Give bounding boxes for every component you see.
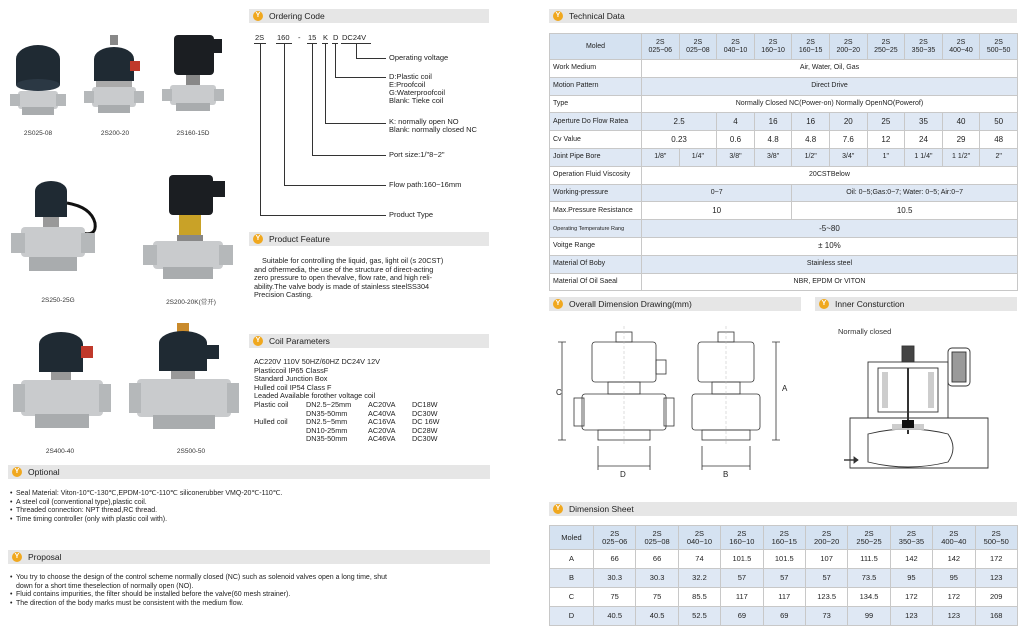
table-cell: 2.5 <box>642 113 717 131</box>
table-cell: 74 <box>678 550 720 569</box>
text-line: Leaded Available forother voltage coil <box>254 391 376 401</box>
table-cell: DN35-50mm <box>306 434 348 444</box>
table-cell: 20CSTBelow <box>642 166 1018 184</box>
row-label: Motion Pattern <box>550 77 642 95</box>
table-cell: DN10-25mm <box>306 425 348 435</box>
table-cell: Direct Drive <box>642 77 1018 95</box>
table-cell: 40.5 <box>594 607 636 626</box>
table-cell: 123 <box>975 569 1017 588</box>
table-cell: 1" <box>867 148 905 166</box>
table-cell: 117 <box>721 588 763 607</box>
product-label: 2S025-08 <box>23 130 53 137</box>
code-desc-coil <box>389 73 445 105</box>
table-cell: 85.5 <box>678 588 720 607</box>
table-cell: 29 <box>942 131 980 149</box>
row-label: Working-pressure <box>550 184 642 202</box>
row-label: A <box>550 550 594 569</box>
leader-line <box>325 123 386 124</box>
code-desc: Operating voltage <box>389 53 449 62</box>
product-feature-text <box>254 257 490 300</box>
table-cell: 57 <box>721 569 763 588</box>
product-label: 2S200-20 <box>100 130 130 137</box>
table-row <box>550 166 1018 184</box>
row-label: Max.Pressure Resistance <box>550 202 642 220</box>
table-cell: 1/4" <box>679 148 717 166</box>
code-part: DC24V <box>342 33 367 42</box>
section-title: Ordering Code <box>269 11 325 21</box>
table-cell: 1 1/2" <box>942 148 980 166</box>
table-cell: 99 <box>848 607 890 626</box>
row-label: Operation Fluid Viscosity <box>550 166 642 184</box>
model-header: 2S 160~10 <box>754 34 792 60</box>
table-cell: 168 <box>975 607 1017 626</box>
table-cell: AC20VA <box>368 425 396 435</box>
code-part: 15 <box>308 33 317 42</box>
table-cell: 3/8" <box>754 148 792 166</box>
table-cell: 4.8 <box>792 131 830 149</box>
table-cell: 7.6 <box>829 131 867 149</box>
table-cell: 1 1/4" <box>905 148 943 166</box>
text-line: Standard Junction Box <box>254 374 328 384</box>
valve-photo-2s025-08 <box>8 38 68 120</box>
table-cell: AC16VA <box>368 417 396 427</box>
table-row <box>550 60 1018 78</box>
table-cell: DC28W <box>412 425 438 435</box>
model-header: 2S 040~10 <box>678 526 720 550</box>
table-cell: DC30W <box>412 408 438 418</box>
table-cell: DC18W <box>412 400 438 409</box>
product-feature-header <box>249 232 489 246</box>
row-label: Work Medium <box>550 60 642 78</box>
code-desc-valve <box>389 118 477 134</box>
model-header: 2S 040~10 <box>717 34 755 60</box>
table-cell: Plastic coil <box>254 400 289 409</box>
dimension-sheet-table <box>549 525 1018 626</box>
leader-line <box>335 43 336 77</box>
table-cell: 95 <box>933 569 975 588</box>
code-desc-line: G:Waterproofcoil <box>389 88 445 97</box>
table-cell: 20 <box>829 113 867 131</box>
technical-data-table <box>549 33 1018 291</box>
table-cell: 95 <box>890 569 932 588</box>
y-badge-icon: Y <box>553 299 563 309</box>
table-cell: 123 <box>890 607 932 626</box>
table-cell: 10 <box>642 202 792 220</box>
table-cell: 30.3 <box>636 569 678 588</box>
model-header: 2S 025~06 <box>642 34 680 60</box>
table-cell: 0.6 <box>717 131 755 149</box>
text-line: Hulled coil IP54 Class F <box>254 382 332 392</box>
list-item: • The direction of the body marks must be consistent with the medium flow. <box>10 600 490 609</box>
section-title: Inner Consturction <box>835 299 905 309</box>
model-header: 2S 250~25 <box>848 526 890 550</box>
optional-header <box>8 465 490 479</box>
table-row <box>550 131 1018 149</box>
model-header: 2S 160~15 <box>763 526 805 550</box>
text-line: and othermedia, the use of the structure of direct-acting <box>254 264 434 274</box>
table-row <box>550 607 1018 626</box>
table-cell: 1/2" <box>792 148 830 166</box>
leader-line <box>260 215 386 216</box>
table-cell: 32.2 <box>678 569 720 588</box>
table-cell: Hulled coil <box>254 417 288 427</box>
coil-parameters-header <box>249 334 489 348</box>
table-cell: DN2.5~25mm <box>306 400 352 409</box>
product-label: 2S500-50 <box>176 448 206 455</box>
table-cell: 1/8" <box>642 148 680 166</box>
table-cell <box>254 427 306 436</box>
table-cell: 172 <box>975 550 1017 569</box>
table-cell: 123.5 <box>805 588 847 607</box>
section-title: Optional <box>28 467 60 477</box>
leader-line <box>356 58 386 59</box>
row-label: D <box>550 607 594 626</box>
proposal-header <box>8 550 490 564</box>
code-desc-line: E:Proofcoil <box>389 80 426 89</box>
table-cell: 25 <box>867 113 905 131</box>
leader-line <box>312 155 386 156</box>
text-line: Plasticcoil IP65 ClassF <box>254 365 329 375</box>
table-cell: 73 <box>805 607 847 626</box>
table-cell: 4.8 <box>754 131 792 149</box>
table-cell: DC 16W <box>412 417 440 427</box>
table-header-row <box>550 526 1018 550</box>
row-label: Material Of Oil Saeal <box>550 273 642 291</box>
table-cell: 69 <box>721 607 763 626</box>
table-cell: 107 <box>805 550 847 569</box>
table-cell: Stainless steel <box>642 255 1018 273</box>
dimension-label-c: C <box>556 388 562 397</box>
table-cell: 0.23 <box>642 131 717 149</box>
dimension-sheet-header <box>549 502 1017 516</box>
row-label: Operating Temperature Rang <box>550 220 642 238</box>
dimension-label-b: B <box>723 470 729 479</box>
optional-list <box>10 490 490 524</box>
model-header: 2S 350~35 <box>890 526 932 550</box>
dimension-label-d: D <box>620 470 626 479</box>
table-cell: 101.5 <box>721 550 763 569</box>
table-cell: NBR, EPDM Or VITON <box>642 273 1018 291</box>
table-cell: 3/8" <box>717 148 755 166</box>
inner-construction-caption: Normally closed <box>838 327 892 336</box>
table-cell: 172 <box>890 588 932 607</box>
row-label: B <box>550 569 594 588</box>
table-row <box>550 550 1018 569</box>
table-cell: 24 <box>905 131 943 149</box>
code-part: D <box>333 33 339 42</box>
leader-line <box>260 43 261 215</box>
list-item: • A steel coil (conventional type),plastic coil. <box>10 499 490 508</box>
table-cell: 117 <box>763 588 805 607</box>
product-label: 2S200-20K(常开) <box>166 299 216 306</box>
table-cell: 142 <box>933 550 975 569</box>
table-cell: 57 <box>805 569 847 588</box>
table-cell: 16 <box>792 113 830 131</box>
table-cell: Normally Closed NC(Power-on) Normally OpenNO(Powerof) <box>642 95 1018 113</box>
model-header: 2S 200~20 <box>805 526 847 550</box>
table-cell: ± 10% <box>642 237 1018 255</box>
leader-line <box>356 43 357 58</box>
table-cell: AC40VA <box>368 408 396 418</box>
table-row <box>550 569 1018 588</box>
overall-dimension-header <box>549 297 801 311</box>
table-row <box>550 113 1018 131</box>
valve-photo-2s400-40 <box>12 325 112 435</box>
row-label: Voitge Range <box>550 237 642 255</box>
leader-line <box>312 43 313 155</box>
table-cell: 73.5 <box>848 569 890 588</box>
text-line: AC220V 110V 50HZ/60HZ DC24V 12V <box>254 357 381 366</box>
table-cell: AC20VA <box>368 400 396 409</box>
section-title: Product Feature <box>269 234 330 244</box>
row-label: Aperture Do Flow Ratea <box>550 113 642 131</box>
table-cell: 40.5 <box>636 607 678 626</box>
table-cell: 209 <box>975 588 1017 607</box>
inner-construction-header <box>815 297 1017 311</box>
table-row <box>550 148 1018 166</box>
table-cell: 134.5 <box>848 588 890 607</box>
model-header: 2S 025~08 <box>636 526 678 550</box>
dimension-label-a: A <box>782 384 788 393</box>
table-row <box>550 237 1018 255</box>
y-badge-icon: Y <box>819 299 829 309</box>
model-header: 2S 200~20 <box>829 34 867 60</box>
table-cell: 66 <box>636 550 678 569</box>
model-header: 2S 160~10 <box>721 526 763 550</box>
leader-line <box>284 43 285 185</box>
table-cell: 30.3 <box>594 569 636 588</box>
table-cell: 40 <box>942 113 980 131</box>
valve-photo-2s200-20k <box>138 168 238 290</box>
table-cell: 35 <box>905 113 943 131</box>
inner-construction-drawing <box>838 338 1018 488</box>
row-label: Joint Pipe Bore <box>550 148 642 166</box>
y-badge-icon: Y <box>553 504 563 514</box>
y-badge-icon: Y <box>253 234 263 244</box>
table-cell: Oil: 0~5;Gas:0~7; Water: 0~5; Air:0~7 <box>792 184 1018 202</box>
table-cell: DN35-50mm <box>306 408 348 418</box>
table-cell: 111.5 <box>848 550 890 569</box>
text-line: ability.The valve body is made of stainless steelSS304 <box>254 281 430 291</box>
model-header: 2S 350~35 <box>905 34 943 60</box>
column-header: Moled <box>550 34 642 60</box>
section-title: Proposal <box>28 552 62 562</box>
model-header: 2S 025~08 <box>679 34 717 60</box>
model-header: 2S 500~50 <box>975 526 1017 550</box>
code-desc: Port size:1/"8~2" <box>389 150 445 159</box>
table-cell: 66 <box>594 550 636 569</box>
model-header: 2S 500~50 <box>980 34 1018 60</box>
text-line: Suitable for controlling the liquid, gas, light oil (s 20CST) <box>262 256 444 265</box>
section-title: Dimension Sheet <box>569 504 634 514</box>
table-cell: 69 <box>763 607 805 626</box>
leader-line <box>284 185 386 186</box>
list-item: • Seal Material: Viton-10℃-130℃,EPDM-10℃-110℃ siliconerubber VMQ-20℃-110℃. <box>10 490 490 499</box>
code-desc-line: D:Plastic coil <box>389 72 432 81</box>
valve-photo-2s160-15d <box>158 28 228 120</box>
y-badge-icon: Y <box>12 467 22 477</box>
product-label: 2S160-15D <box>176 130 210 137</box>
table-row <box>550 77 1018 95</box>
y-badge-icon: Y <box>253 11 263 21</box>
valve-photo-2s250-25g <box>10 172 100 290</box>
text-line: zero pressure to open thevalve, flow rate, and high reli- <box>254 273 433 283</box>
y-badge-icon: Y <box>12 552 22 562</box>
table-cell: 75 <box>636 588 678 607</box>
code-desc: Flow path:160~16mm <box>389 180 462 189</box>
model-header: 2S 400~40 <box>942 34 980 60</box>
table-cell: 0~7 <box>642 184 792 202</box>
table-cell: 50 <box>980 113 1018 131</box>
ordering-code-header <box>249 9 489 23</box>
table-cell: 101.5 <box>763 550 805 569</box>
row-label: Type <box>550 95 642 113</box>
table-cell: DN2.5~5mm <box>306 417 348 427</box>
code-desc-line: Blank: Tieke coil <box>389 96 444 105</box>
model-header: 2S 160~15 <box>792 34 830 60</box>
code-part: 2S <box>255 33 265 42</box>
table-cell: 16 <box>754 113 792 131</box>
table-row <box>550 220 1018 238</box>
table-row <box>550 588 1018 607</box>
code-desc: Product Type <box>389 210 434 219</box>
row-label: C <box>550 588 594 607</box>
code-desc-line: Blank: normally closed NC <box>389 125 477 134</box>
coil-power-table <box>254 401 454 444</box>
table-cell: 2" <box>980 148 1018 166</box>
section-title: Overall Dimension Drawing(mm) <box>569 299 692 309</box>
table-header-row <box>550 34 1018 60</box>
row-label: Cv Value <box>550 131 642 149</box>
table-row <box>254 435 454 444</box>
y-badge-icon: Y <box>553 11 563 21</box>
table-row <box>550 273 1018 291</box>
table-row <box>550 184 1018 202</box>
valve-photo-2s200-20 <box>80 30 150 120</box>
code-part: - <box>298 33 301 42</box>
section-title: Coil Parameters <box>269 336 330 346</box>
leader-line <box>335 77 386 78</box>
list-item: • Time timing controller (only with plastic coil with). <box>10 516 490 525</box>
y-badge-icon: Y <box>253 336 263 346</box>
product-label: 2S250-25G <box>41 297 75 304</box>
table-cell: 3/4" <box>829 148 867 166</box>
table-cell: 142 <box>890 550 932 569</box>
table-cell: 172 <box>933 588 975 607</box>
overall-dimension-drawing <box>552 320 800 480</box>
table-cell: 48 <box>980 131 1018 149</box>
code-desc-line: K: normally open NO <box>389 117 459 126</box>
row-label: Material Of Boby <box>550 255 642 273</box>
product-label: 2S400-40 <box>45 448 75 455</box>
list-item-continuation: down for a short time theselection of normally open (NO). <box>16 582 194 590</box>
table-row <box>550 202 1018 220</box>
table-cell: -5~80 <box>642 220 1018 238</box>
table-cell: 52.5 <box>678 607 720 626</box>
table-cell: 123 <box>933 607 975 626</box>
column-header: Moled <box>550 526 594 550</box>
code-part: 160 <box>277 33 290 42</box>
table-cell: 75 <box>594 588 636 607</box>
table-cell: AC46VA <box>368 434 396 444</box>
table-cell <box>254 435 306 444</box>
coil-parameters-text <box>254 358 490 401</box>
technical-data-header <box>549 9 1017 23</box>
valve-photo-2s500-50 <box>128 318 240 436</box>
table-cell: 57 <box>763 569 805 588</box>
model-header: 2S 400~40 <box>933 526 975 550</box>
table-cell: 10.5 <box>792 202 1018 220</box>
table-cell: DC30W <box>412 434 438 444</box>
model-header: 2S 025~06 <box>594 526 636 550</box>
list-item: • Threaded connection: NPT thread,RC thread. <box>10 507 490 516</box>
model-header: 2S 250~25 <box>867 34 905 60</box>
table-row <box>550 255 1018 273</box>
proposal-list <box>10 574 490 608</box>
text-line: Precision Casting. <box>254 290 313 300</box>
list-item: • Fluid contains impurities, the filter should be installed before the valve(60 mesh strainer). <box>10 591 490 600</box>
code-part: K <box>323 33 329 42</box>
leader-line <box>325 43 326 123</box>
table-cell: Air, Water, Oil, Gas <box>642 60 1018 78</box>
table-cell: 12 <box>867 131 905 149</box>
list-item: • You try to choose the design of the control scheme normally closed (NC) such as solenoid valves open a long time, shut <box>10 574 490 583</box>
table-row <box>550 95 1018 113</box>
section-title: Technical Data <box>569 11 625 21</box>
table-cell: 4 <box>717 113 755 131</box>
